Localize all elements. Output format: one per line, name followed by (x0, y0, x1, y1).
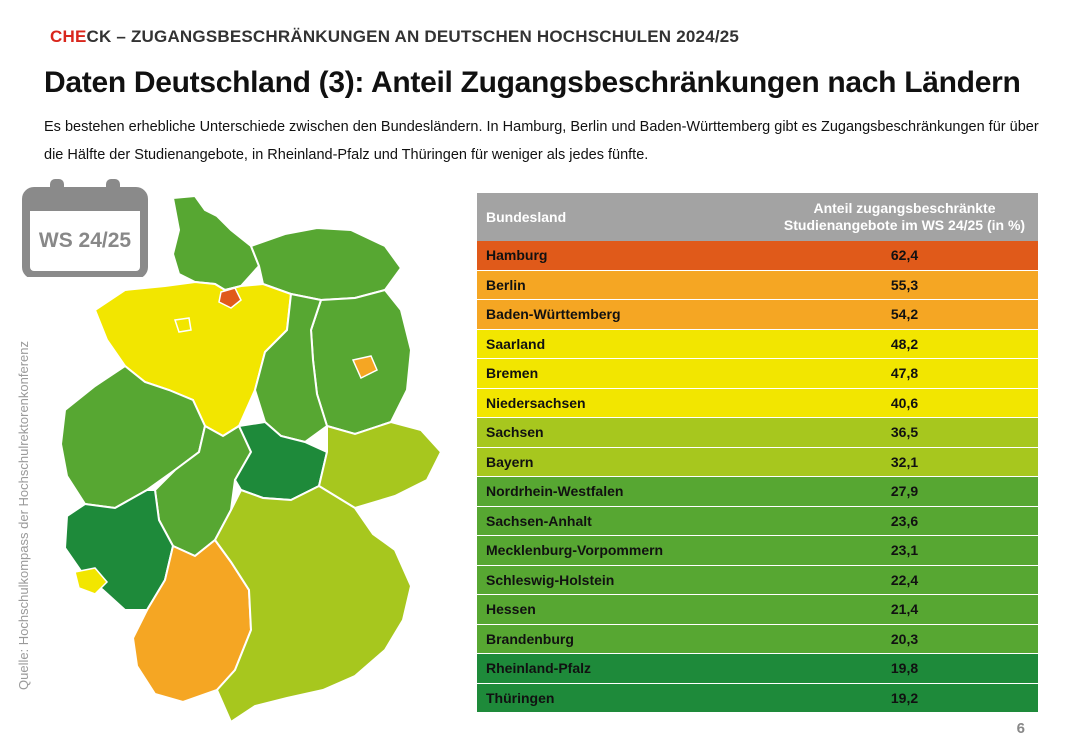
table-row (477, 418, 1038, 448)
state-value: 62,4 (711, 241, 1038, 270)
state-value: 40,6 (711, 388, 1038, 418)
state-name: Baden-Württemberg (477, 300, 711, 330)
state-value: 20,3 (711, 624, 1038, 654)
table-row (477, 595, 1038, 625)
state-name: Sachsen-Anhalt (477, 506, 711, 536)
table-row (477, 447, 1038, 477)
page-subtitle: Es bestehen erhebliche Unterschiede zwischen den Bundesländern. In Hamburg, Berlin und Baden-Württemberg gibt es Zugangsbeschränkungen für über die Hälfte der Studienangebote, in Rheinland-Pfalz und Thüringen für weniger als jedes fünfte. (44, 119, 1039, 163)
state-value: 47,8 (711, 359, 1038, 389)
table-row (477, 300, 1038, 330)
table-row (477, 536, 1038, 566)
column-header-share: Anteil zugangsbeschränkte Studienangebote im WS 24/25 (in %) (711, 193, 1038, 241)
state-name: Bayern (477, 447, 711, 477)
table-row (477, 506, 1038, 536)
column-header-state: Bundesland (477, 193, 711, 241)
state-value: 22,4 (711, 565, 1038, 595)
state-value: 19,2 (711, 683, 1038, 713)
state-name: Sachsen (477, 418, 711, 448)
series-title: ZUGANGSBESCHRÄNKUNGEN AN DEUTSCHEN HOCHSCHULEN 2024/25 (130, 27, 740, 46)
state-schleswig-holstein (173, 196, 259, 290)
source-note: Quelle: Hochschulkompass der Hochschulrektorenkonferenz (16, 340, 31, 690)
state-name: Thüringen (477, 683, 711, 713)
table-row (477, 388, 1038, 418)
table-row (477, 624, 1038, 654)
state-name: Saarland (477, 329, 711, 359)
table-row (477, 565, 1038, 595)
calendar-label: WS 24/25 (38, 229, 132, 252)
state-name: Schleswig-Holstein (477, 565, 711, 595)
state-value: 27,9 (711, 477, 1038, 507)
state-name: Brandenburg (477, 624, 711, 654)
germany-map (55, 190, 455, 730)
state-name: Berlin (477, 270, 711, 300)
state-value: 54,2 (711, 300, 1038, 330)
state-name: Bremen (477, 359, 711, 389)
page-title: Daten Deutschland (3): Anteil Zugangsbeschränkungen nach Ländern (44, 66, 1021, 99)
state-name: Hamburg (477, 241, 711, 270)
state-value: 21,4 (711, 595, 1038, 625)
table-row (477, 241, 1038, 270)
state-value: 23,1 (711, 536, 1038, 566)
brand-rest: CK – (86, 27, 131, 46)
table-row (477, 477, 1038, 507)
state-value: 32,1 (711, 447, 1038, 477)
state-value: 23,6 (711, 506, 1038, 536)
state-name: Nordrhein-Westfalen (477, 477, 711, 507)
header-series-line (50, 27, 739, 47)
table-row (477, 654, 1038, 684)
state-table (477, 193, 1038, 713)
state-value: 48,2 (711, 329, 1038, 359)
state-name: Rheinland-Pfalz (477, 654, 711, 684)
state-name: Hessen (477, 595, 711, 625)
state-name: Mecklenburg-Vorpommern (477, 536, 711, 566)
state-value: 19,8 (711, 654, 1038, 684)
table-row (477, 683, 1038, 713)
state-name: Niedersachsen (477, 388, 711, 418)
table-row (477, 329, 1038, 359)
table-row (477, 359, 1038, 389)
state-value: 55,3 (711, 270, 1038, 300)
page-number: 6 (1016, 720, 1025, 737)
state-sachsen (319, 422, 441, 508)
table-row (477, 270, 1038, 300)
brand-accent: CHE (50, 27, 87, 46)
state-value: 36,5 (711, 418, 1038, 448)
